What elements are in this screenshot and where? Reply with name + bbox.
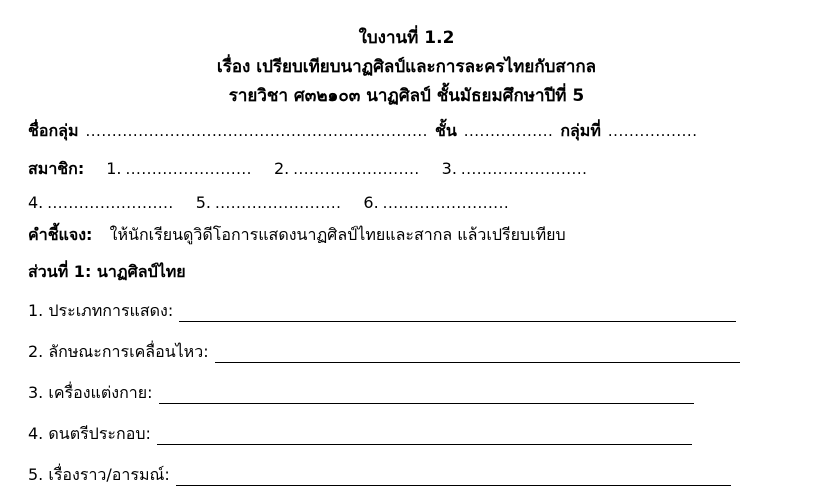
member-blank[interactable]: ........................	[125, 160, 252, 178]
page-title: ใบงานที่ 1.2	[358, 28, 455, 48]
question-label-2: 2. ลักษณะการเคลื่อนไหว:	[28, 342, 209, 361]
page-subtitle: เรื่อง เปรียบเทียบนาฏศิลป์และการละครไทยกับสากล	[216, 57, 597, 77]
member-blank[interactable]: ........................	[47, 194, 174, 212]
class-label: ชั้น	[434, 121, 457, 140]
question-row-1	[28, 299, 785, 324]
member-number: 1.	[106, 159, 122, 178]
group-name-blank[interactable]: .................................................................	[85, 122, 428, 140]
group-number-blank[interactable]: .................	[607, 122, 698, 140]
question-row-3	[28, 381, 785, 406]
page-course-line: รายวิชา ศ๓๒๑๐๓ นาฏศิลป์ ชั้นมัธยมศึกษาปีที่ 5	[228, 86, 585, 106]
instruction-label: คำชี้แจง:	[28, 225, 93, 244]
instruction-row	[28, 223, 785, 248]
member-number: 4.	[28, 193, 44, 212]
member-blank[interactable]: ........................	[293, 160, 420, 178]
member-entry-5	[196, 193, 342, 212]
member-blank[interactable]: ........................	[214, 194, 342, 212]
worksheet-body	[28, 119, 785, 488]
answer-line-5[interactable]	[176, 470, 731, 486]
group-name-row	[28, 119, 785, 144]
member-entry-1	[106, 159, 252, 178]
member-number: 2.	[273, 159, 290, 178]
member-entry-4	[28, 193, 174, 212]
members-row-1	[28, 157, 785, 182]
question-label-5: 5. เรื่องราว/อารมณ์:	[28, 465, 170, 484]
answer-line-2[interactable]	[215, 347, 740, 363]
question-row-5	[28, 463, 785, 488]
members-row-2	[28, 193, 785, 212]
members-label: สมาชิก:	[28, 159, 85, 178]
member-blank[interactable]: ........................	[460, 160, 588, 178]
member-entry-6	[363, 193, 509, 212]
document-title-block	[28, 30, 785, 105]
member-entry-2	[274, 159, 420, 178]
section-heading: ส่วนที่ 1: นาฏศิลป์ไทย	[28, 262, 186, 281]
question-label-3: 3. เครื่องแต่งกาย:	[28, 383, 153, 402]
member-number: 3.	[441, 159, 457, 178]
answer-line-1[interactable]	[179, 306, 736, 322]
answer-line-4[interactable]	[157, 429, 692, 445]
instruction-text: ให้นักเรียนดูวิดีโอการแสดงนาฏศิลป์ไทยและสากล แล้วเปรียบเทียบ	[109, 225, 566, 244]
group-name-label: ชื่อกลุ่ม	[28, 121, 79, 140]
answer-line-3[interactable]	[159, 388, 694, 404]
member-blank[interactable]: ........................	[382, 194, 510, 212]
member-number: 5.	[195, 193, 211, 212]
question-label-1: 1. ประเภทการแสดง:	[28, 301, 174, 320]
class-blank[interactable]: .................	[463, 122, 554, 140]
member-entry-3	[442, 159, 588, 178]
question-row-4	[28, 422, 785, 447]
question-row-2	[28, 340, 785, 365]
member-number: 6.	[363, 193, 379, 212]
question-label-4: 4. ดนตรีประกอบ:	[28, 424, 151, 443]
group-number-label: กลุ่มที่	[560, 121, 601, 140]
